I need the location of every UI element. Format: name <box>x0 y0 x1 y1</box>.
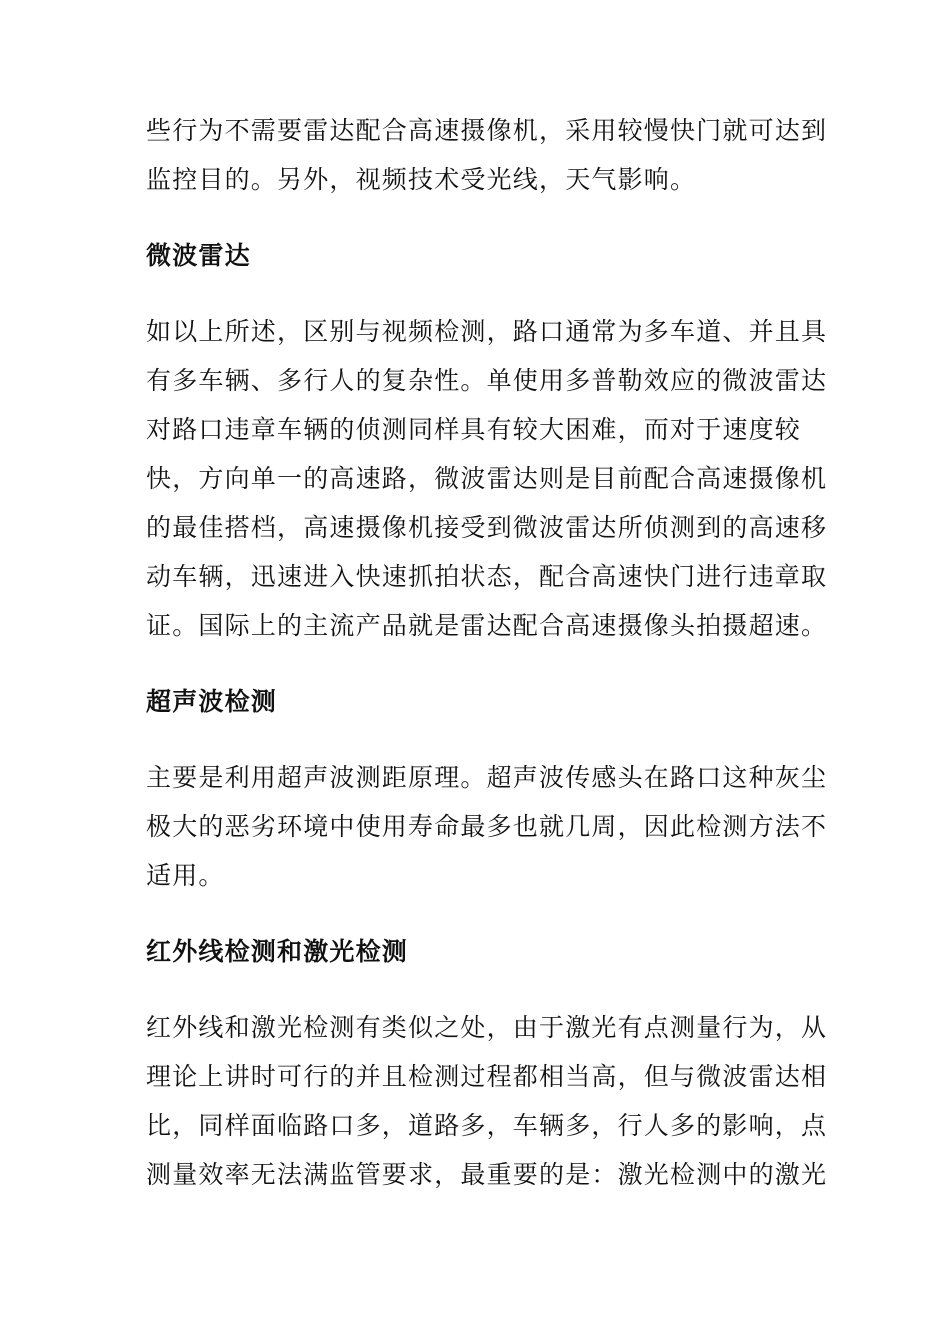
text-line: 适用。 <box>146 861 225 890</box>
paragraph-infrared-laser <box>146 1003 828 1199</box>
section-heading-microwave-radar: 微波雷达 <box>146 241 251 270</box>
text-line: 动车辆，迅速进入快速抓拍状态，配合高速快门进行违章取 <box>146 562 828 591</box>
text-line: 极大的恶劣环境中使用寿命最多也就几周，因此检测方法不 <box>146 812 828 841</box>
text-line: 的最佳搭档，高速摄像机接受到微波雷达所侦测到的高速移 <box>146 513 828 542</box>
section-heading-infrared-laser: 红外线检测和激光检测 <box>146 937 409 966</box>
paragraph-ultrasonic <box>146 753 828 900</box>
text-line: 理论上讲时可行的并且检测过程都相当高，但与微波雷达相 <box>146 1062 828 1091</box>
text-line: 比，同样面临路口多，道路多，车辆多，行人多的影响，点 <box>146 1111 828 1140</box>
text-line: 主要是利用超声波测距原理。超声波传感头在路口这种灰尘 <box>146 763 828 792</box>
text-line: 些行为不需要雷达配合高速摄像机，采用较慢快门就可达到 <box>146 116 828 145</box>
text-line: 对路口违章车辆的侦测同样具有较大困难，而对于速度较 <box>146 415 802 444</box>
text-line: 快，方向单一的高速路，微波雷达则是目前配合高速摄像机 <box>146 464 828 493</box>
text-line: 有多车辆、多行人的复杂性。单使用多普勒效应的微波雷达 <box>146 366 828 395</box>
paragraph-microwave-radar <box>146 307 828 650</box>
text-line: 监控目的。另外，视频技术受光线，天气影响。 <box>146 165 697 194</box>
document-page <box>146 106 828 1199</box>
text-line: 如以上所述，区别与视频检测，路口通常为多车道、并且具 <box>146 317 828 346</box>
section-heading-ultrasonic: 超声波检测 <box>146 687 278 716</box>
paragraph-video-limitations <box>146 106 828 204</box>
text-line: 证。国际上的主流产品就是雷达配合高速摄像头拍摄超速。 <box>146 611 828 640</box>
text-line: 测量效率无法满监管要求，最重要的是：激光检测中的激光 <box>146 1160 828 1189</box>
text-line: 红外线和激光检测有类似之处，由于激光有点测量行为，从 <box>146 1013 828 1042</box>
